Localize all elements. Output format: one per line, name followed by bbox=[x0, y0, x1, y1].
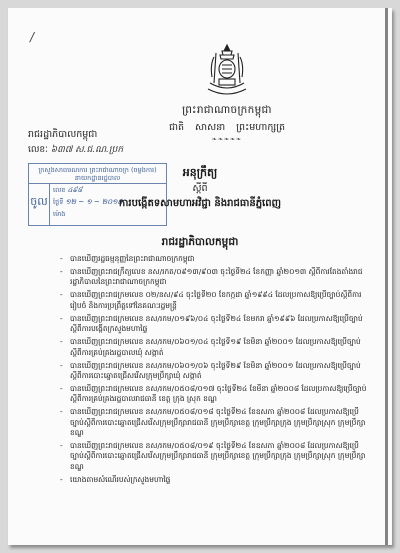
stamp-time-row bbox=[53, 210, 65, 220]
recital-item: - បានឃើញព្រះរាជក្រមលេខ នស/រកម/០៦០១/០៦ ចុះថ្ងៃទី២៩ ខែមិនា ឆ្នាំ២០០១ ដែលប្រកាសឱ្យប្រើច្បាប់ស្តីពីការបោះឆ្នោតជ្រើសរើសក្រុមប្រឹក្សាឃុំ សង្កាត់ bbox=[60, 361, 372, 382]
royal-coat-of-arms-icon bbox=[200, 43, 254, 103]
recital-item: - បានឃើញព្រះរាជក្រមលេខ នស/រកម/០៥០៨/០១៨ ចុះថ្ងៃទី២៤ ខែឧសភា ឆ្នាំ២០០៨ ដែលប្រកាសឱ្យប្រើច្បាប់ស្តីពីការបោះឆ្នោតជ្រើសរើសក្រុមប្រឹក្សារាជធានី ក្រុមប្រឹក្សាខេត្ត ក្រុមប្រឹក្សាក្រុង ក្រុមប្រឹក្សាស្រុក ក្រុមប្រឹក្សាខណ្ឌ bbox=[60, 407, 372, 438]
stamp-date-label: ថ្ងៃទី bbox=[53, 198, 64, 206]
recitals-list bbox=[60, 254, 372, 488]
stamp-number-label: លេខ bbox=[53, 186, 66, 194]
stamp-header-line2: នាយកដ្ឋានរដ្ឋបាល bbox=[74, 174, 121, 182]
ornament-divider: ❧❧❧❧❧ bbox=[211, 136, 243, 143]
national-motto: ជាតិ សាសនា ព្រះមហាក្សត្រ bbox=[168, 122, 286, 133]
issuer-heading: រាជរដ្ឋាភិបាលកម្ពុជា bbox=[161, 236, 239, 248]
document-number-label: លេខៈ bbox=[28, 145, 48, 155]
recital-item: - យោងតាមសំណើរបស់ក្រសួងមហាផ្ទៃ bbox=[60, 475, 372, 485]
issuing-government: រាជរដ្ឋាភិបាលកម្ពុជា bbox=[28, 129, 98, 140]
stamp-incoming-label: ចូល bbox=[29, 183, 50, 225]
recital-item: - បានឃើញព្រះរាជក្រមលេខ នស/រកម/០៥០៨/០១៧ ចុះថ្ងៃទី២៤ ខែមីនា ឆ្នាំ២០០៨ ដែលប្រកាសឱ្យប្រើច្បាប់ស្តីពីការគ្រប់គ្រងរដ្ឋបាលរាជធានី ខេត្ត ក្រុង ស្រុក ខណ្ឌ bbox=[60, 384, 372, 405]
document-subject: ការបង្កើតទសាមហាអវិជ្ជា និងរាជធានីភ្នំពេញ bbox=[118, 198, 282, 209]
about-label: ស្តីពី bbox=[192, 183, 208, 194]
recital-item: - បានឃើញព្រះរាជក្រមលេខ នស/រកម/០៦០១/០៤ ចុះថ្ងៃទី១៩ ខែមិនា ឆ្នាំ២០០១ ដែលប្រកាសឱ្យប្រើច្បាប់ស្តីពីការគ្រប់គ្រងរដ្ឋបាលឃុំ សង្កាត់ bbox=[60, 337, 372, 358]
stamp-time-label: ម៉ោង bbox=[53, 210, 66, 218]
recital-item: - បានឃើញរដ្ឋធម្មនុញ្ញនៃព្រះរាជាណាចក្រកម្ពុជា bbox=[60, 254, 372, 264]
recital-item: - បានឃើញព្រះរាជក្រមលេខ នស/រកម/០៥០៨/០១៩ ចុះថ្ងៃទី២៤ ខែឧសភា ឆ្នាំ២០០៨ ដែលប្រកាសឱ្យប្រើច្បាប់ស្តីពីការបោះឆ្នោតជ្រើសរើសក្រុមប្រឹក្សារាជធានី ក្រុមប្រឹក្សាខេត្ត ក្រុមប្រឹក្សាក្រុង ក្រុមប្រឹក្សាស្រុក ក្រុមប្រឹក្សាខណ្ឌ bbox=[60, 441, 372, 472]
scan-edge-shadow bbox=[385, 8, 388, 545]
recital-item: - បានឃើញព្រះរាជក្រមលេខ ០២/នស/៩៤ ចុះថ្ងៃទី២០ ខែកក្កដា ឆ្នាំ១៩៩៤ ដែលប្រកាសឱ្យប្រើច្បាប់ស្តីពីការរៀបចំ និងការប្រព្រឹត្តទៅនៃគណៈរដ្ឋមន្ត្រី bbox=[60, 290, 372, 311]
kingdom-name: ព្រះរាជាណាចក្រកម្ពុជា bbox=[182, 104, 272, 116]
stamp-number-value: ៤៩៨ bbox=[67, 186, 83, 194]
recital-item: - បានឃើញព្រះរាជក្រមលេខ នស/រកម/០១៩៦/០៤ ចុះថ្ងៃទី២៤ ខែមករា ឆ្នាំ១៩៩៦ ដែលប្រកាសឱ្យប្រើច្បាប់ស្តីពីការបង្កើតក្រសួងមហាផ្ទៃ bbox=[60, 314, 372, 335]
recital-item: - បានឃើញព្រះរាជក្រឹត្យលេខ នស/រកត/០៩១៣/៩០៣ ចុះថ្ងៃទី២៤ ខែកញ្ញា ឆ្នាំ២០១៣ ស្តីពីការតែងតាំងរាជរដ្ឋាភិបាលនៃព្រះរាជាណាចក្រកម្ពុជា bbox=[60, 267, 372, 288]
handwritten-corner-mark: / bbox=[30, 30, 35, 44]
document-page bbox=[8, 8, 392, 545]
stamp-date-value: ១២ ~ ១ ~ ២០១៥ bbox=[65, 198, 123, 206]
document-number bbox=[28, 144, 123, 157]
document-number-value: ៦៣៧ ស.ជ.ណ.ប្រក bbox=[50, 145, 124, 155]
kingdom-heading bbox=[136, 104, 318, 143]
document-type-title: អនុក្រឹត្យ bbox=[182, 166, 218, 179]
stamp-header-line1: ក្រសួងសាធារណការ ព្រះរាជាណាចក្រ (ចម្លងការ) bbox=[38, 166, 157, 174]
